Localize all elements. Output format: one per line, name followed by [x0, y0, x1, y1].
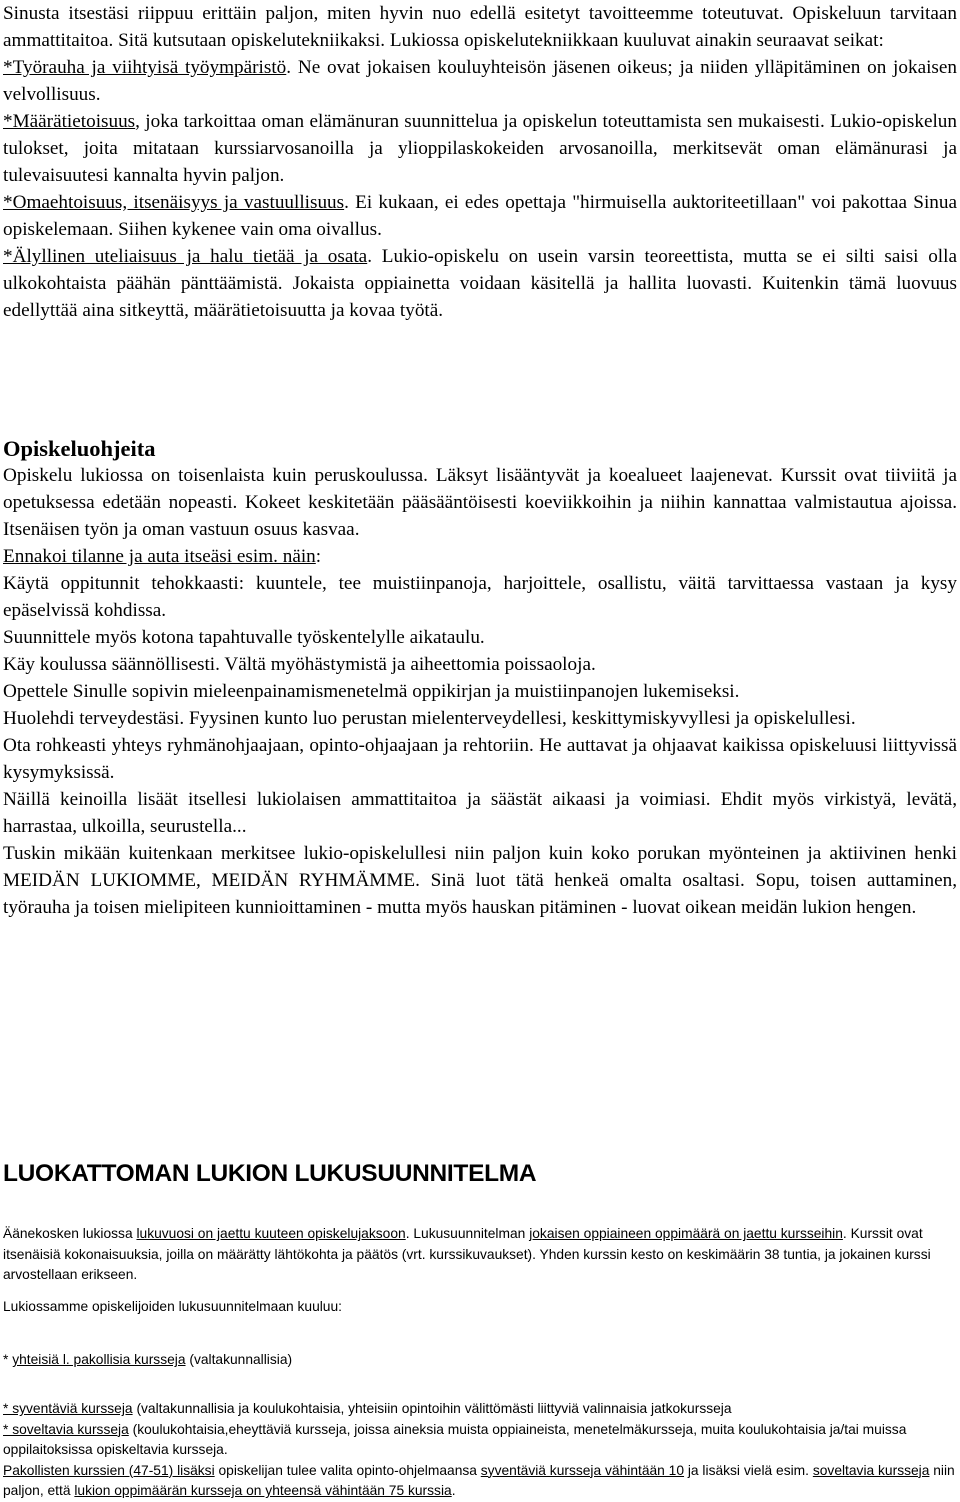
- bullet-star: *: [3, 1352, 13, 1367]
- ohjeita-intro: Opiskelu lukiossa on toisenlaista kuin peruskoulussa. Läksyt lisääntyvät ja koealueet laajenevat. Kurssit ovat tiiviitä ja opetuksessa edetään nopeasti. Kokeet keskitetään pääsääntöisesti koeviikkoihin ja niihin kannattaa valmistautua ajoissa. Itsenäisen työn ja oman vastuun osuus kasvaa.: [3, 465, 957, 540]
- syventavat-paragraph: [3, 1399, 957, 1420]
- ohje-item: Ota rohkeasti yhteys ryhmänohjaajaan, opinto-ohjaajaan ja rehtoriin. He auttavat ja ohjaavat kaikissa opiskeluusi liittyvissä kysymyksissä.: [3, 735, 957, 783]
- soveltavia-link[interactable]: soveltavia kursseja: [812, 1462, 930, 1478]
- lukusuunnitelma-intro: [3, 1224, 957, 1286]
- soveltavat-link[interactable]: * soveltavia kursseja: [3, 1421, 129, 1437]
- maaratietoisuus-link[interactable]: *Määrätietoisuus: [3, 111, 136, 132]
- text-span: .: [451, 1483, 456, 1498]
- syventavat-link[interactable]: * syventäviä kursseja: [3, 1401, 133, 1416]
- syventavat-vahintaan-link[interactable]: syventäviä kursseja vähintään 10: [480, 1462, 685, 1478]
- tyorauha-text: . Ne ovat jokaisen kouluyhteisön jäsenen oikeus; ja niiden ylläpitäminen on jokaisen velvollisuus.: [3, 57, 958, 105]
- lukusuunnitelma-paragraph: [3, 1224, 957, 1286]
- text-span: (valtakunnallisia ja koulukohtaisia, yhteisiin opintoihin välittömästi liittyviä valinnaisia jatkokursseja: [132, 1401, 732, 1416]
- alyllinen-text: . Lukio-opiskelu on usein varsin teoreettista, mutta se ei silti saisi olla ulkokohtaista päähän pänttäämistä. Jokaista oppiainetta voidaan käsitellä ja hallita luovasti. Kuitenkin tämä luovuus edellyttää aina sitkeyttä, määrätietoisuutta ja kovaa työtä.: [3, 246, 957, 321]
- opiskeluohjeita-section: [3, 462, 957, 921]
- oppimaara-75-link[interactable]: lukion oppimäärän kursseja on yhteensä vähintään 75 kurssia: [74, 1483, 452, 1498]
- ennakoi-colon: :: [315, 546, 322, 567]
- kurssityypit-section: [3, 1399, 957, 1502]
- omaehtoisuus-link[interactable]: *Omaehtoisuus, itsenäisyys ja vastuullisuus: [3, 192, 345, 213]
- ennakoi-link[interactable]: Ennakoi tilanne ja auta itseäsi esim. näin: [3, 546, 316, 567]
- text-span: ja lisäksi vielä esim.: [684, 1462, 813, 1478]
- ohje-item: Tuskin mikään kuitenkaan merkitsee lukio-opiskelullesi niin paljon kuin koko porukan myönteinen ja aktiivinen henki MEIDÄN LUKIOMME, MEIDÄN RYHMÄMME. Sinä luot tätä henkeä omalta osaltasi. Sopu, toisen auttaminen, työrauha ja toisen mielipiteen kunnioittaminen - mutta myös hauskan pitäminen - luovat oikean meidän lukion hengen.: [3, 843, 957, 918]
- pakolliset-paragraph: [3, 1461, 957, 1502]
- tyorauha-link[interactable]: *Työrauha ja viihtyisä työympäristö: [3, 57, 287, 78]
- ohje-item: Näillä keinoilla lisäät itsellesi lukiolaisen ammattitaitoa ja säästät aikaasi ja voimiasi. Ehdit myös virkistyä, levätä, harrastaa, ulkoilla, seurustella...: [3, 789, 957, 837]
- oppimaara-link[interactable]: jokaisen oppiaineen oppimäärä on jaettu kursseihin: [529, 1226, 843, 1241]
- opiskeluohjeita-heading: Opiskeluohjeita: [3, 436, 156, 461]
- text-span: niin paljon, että: [3, 1462, 955, 1498]
- omaehtoisuus-paragraph: [3, 189, 957, 243]
- ennakoi-paragraph: [3, 543, 957, 570]
- text-span: Äänekosken lukiossa: [3, 1226, 137, 1241]
- opiskelujakso-link[interactable]: lukuvuosi on jaettu kuuteen opiskelujaksoon: [136, 1226, 406, 1241]
- ohje-item: Käy koulussa säännöllisesti. Vältä myöhästymistä ja aiheettomia poissaoloja.: [3, 654, 596, 675]
- maaratietoisuus-paragraph: [3, 108, 957, 189]
- soveltavat-paragraph: [3, 1420, 957, 1461]
- text-span: . Kurssit ovat itsenäisiä kokonaisuuksia, joilla on määrätty lähtökohta ja päätös (vrt. kurssikuvaukset). Yhden kurssin kesto on keskimäärin 38 tuntia, ja jokainen kurssi arvostellaan erikseen.: [3, 1226, 931, 1282]
- maaratietoisuus-text: , joka tarkoittaa oman elämänuran suunnittelua ja opiskelun toteuttamista sen mukaisesti. Lukio-opiskelun tulokset, joita mitataan kurssiarvosanoilla ja ylioppilaskokeiden arvosanoilla, merkitsevät oman elämänurasi ja tulevaisuutesi kannalta hyvin paljon.: [3, 111, 957, 186]
- text-span: . Lukusuunnitelman: [405, 1226, 530, 1241]
- omaehtoisuus-text: . Ei kukaan, ei edes opettaja "hirmuisella auktoriteetillaan" voi pakottaa Sinua opiskelemaan. Siihen kykenee vain oma oivallus.: [3, 192, 957, 240]
- text-span: opiskelijan tulee valita opinto-ohjelmaansa: [214, 1462, 481, 1478]
- text-span: (koulukohtaisia,eheyttäviä kursseja, joissa aineksia muista oppiaineista, menetelmäkursseja, muita koulukohtaisia ja/tai muissa oppilaitoksissa opiskeltavia kursseja.: [3, 1421, 907, 1457]
- ohje-item: Käytä oppitunnit tehokkaasti: kuuntele, tee muistiinpanoja, harjoittele, osallistu, väitä tarvittaessa vastaan ja kysy epäselvissä kohdissa.: [3, 573, 957, 621]
- tyorauha-paragraph: [3, 54, 957, 108]
- text-span: (valtakunnallisia): [185, 1352, 293, 1367]
- ohje-item: Huolehdi terveydestäsi. Fyysinen kunto luo perustan mielenterveydellesi, keskittymiskyvyllesi ja opiskelullesi.: [3, 708, 856, 729]
- lukusuunnitelma-heading: LUOKATTOMAN LUKION LUKUSUUNNITELMA: [3, 1160, 537, 1187]
- yhteiset-link[interactable]: yhteisiä l. pakollisia kursseja: [12, 1352, 186, 1367]
- alyllinen-paragraph: [3, 243, 957, 324]
- pakolliset-link[interactable]: Pakollisten kurssien (47-51) lisäksi: [3, 1462, 215, 1478]
- yhteiset-paragraph: [3, 1350, 292, 1371]
- kuuluu-paragraph: Lukiossamme opiskelijoiden lukusuunnitelmaan kuuluu:: [3, 1299, 342, 1314]
- ohje-item: Opettele Sinulle sopivin mieleenpainamismenetelmä oppikirjan ja muistiinpanojen lukemiseksi.: [3, 681, 740, 702]
- intro-paragraph: Sinusta itsestäsi riippuu erittäin paljon, miten hyvin nuo edellä esitetyt tavoitteemme toteutuvat. Opiskeluun tarvitaan ammattitaitoa. Sitä kutsutaan opiskelutekniikaksi. Lukiossa opiskelutekniikkaan kuuluvat ainakin seuraavat seikat:: [3, 3, 957, 51]
- alyllinen-link[interactable]: *Älyllinen uteliaisuus ja halu tietää ja osata: [3, 246, 368, 267]
- ohje-item: Suunnittele myös kotona tapahtuvalle työskentelylle aikataulu.: [3, 627, 485, 648]
- intro-section: [3, 0, 957, 324]
